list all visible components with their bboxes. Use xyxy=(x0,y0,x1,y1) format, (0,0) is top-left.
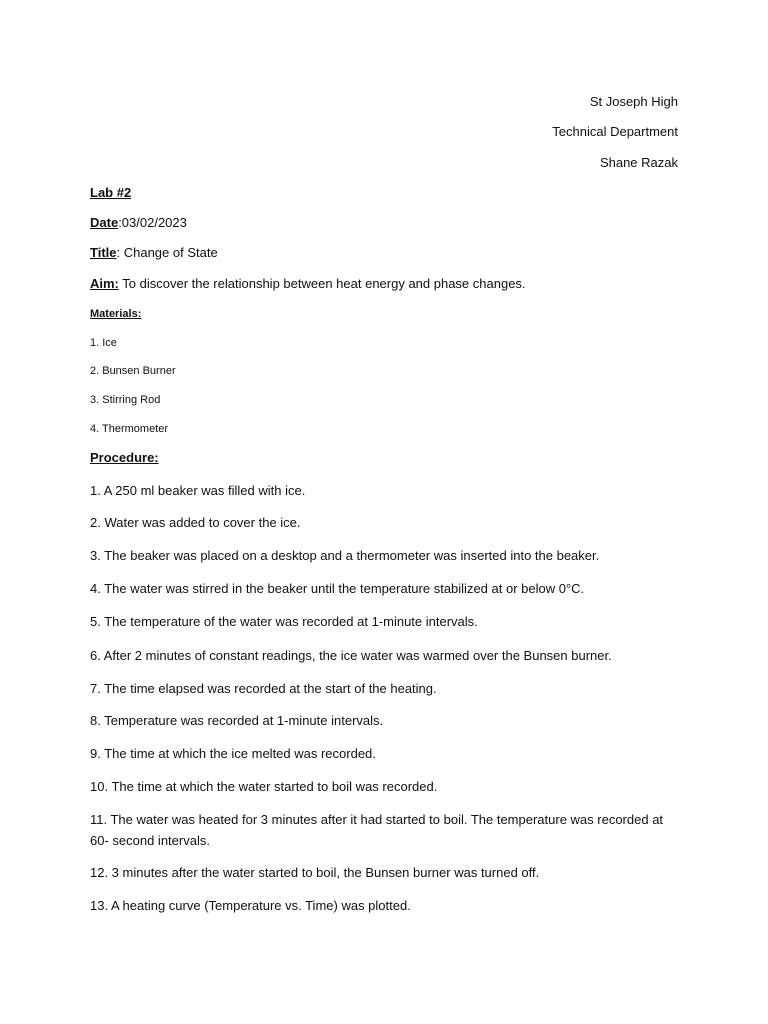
procedure-step: 10. The time at which the water started to boil was recorded. xyxy=(90,779,438,794)
date-line xyxy=(90,215,187,231)
procedure-step: 13. A heating curve (Temperature vs. Time) was plotted. xyxy=(90,898,411,913)
author-name: Shane Razak xyxy=(599,155,678,170)
procedure-step: 12. 3 minutes after the water started to boil, the Bunsen burner was turned off. xyxy=(90,865,540,880)
title-line xyxy=(90,245,218,261)
title-value: : Change of State xyxy=(116,245,218,260)
procedure-step: 4. The water was stirred in the beaker until the temperature stabilized at or below 0°C. xyxy=(90,581,585,596)
lab-number xyxy=(90,185,131,201)
date-value: :03/02/2023 xyxy=(118,215,187,230)
procedure-step: 6. After 2 minutes of constant readings, the ice water was warmed over the Bunsen burner. xyxy=(90,648,612,663)
school-name: St Joseph High xyxy=(589,94,678,109)
title-label: Title xyxy=(90,245,117,260)
procedure-step: 3. The beaker was placed on a desktop and a thermometer was inserted into the beaker. xyxy=(90,548,600,563)
procedure-heading-label: Procedure: xyxy=(90,450,159,465)
procedure-heading xyxy=(90,450,159,466)
procedure-step: 5. The temperature of the water was recorded at 1-minute intervals. xyxy=(90,614,478,629)
procedure-step: 8. Temperature was recorded at 1-minute intervals. xyxy=(90,713,384,728)
aim-value: To discover the relationship between heat energy and phase changes. xyxy=(118,276,526,291)
lab-number-label: Lab #2 xyxy=(90,185,132,200)
procedure-step: 1. A 250 ml beaker was filled with ice. xyxy=(90,483,306,498)
procedure-step: 7. The time elapsed was recorded at the start of the heating. xyxy=(90,681,437,696)
department-name: Technical Department xyxy=(552,124,678,139)
materials-heading-label: Materials: xyxy=(90,308,142,320)
procedure-step: 9. The time at which the ice melted was recorded. xyxy=(90,746,376,761)
material-item: 3. Stirring Rod xyxy=(90,394,161,406)
aim-label: Aim: xyxy=(90,276,119,291)
material-item: 4. Thermometer xyxy=(90,423,169,435)
procedure-step: 11. The water was heated for 3 minutes after it had started to boil. The temperature was recorded at 60- second intervals. xyxy=(90,812,664,848)
materials-heading xyxy=(90,306,141,322)
material-item: 2. Bunsen Burner xyxy=(90,365,176,377)
aim-line xyxy=(90,276,526,292)
material-item: 1. Ice xyxy=(90,337,117,349)
procedure-step: 2. Water was added to cover the ice. xyxy=(90,515,301,530)
date-label: Date xyxy=(90,215,119,230)
